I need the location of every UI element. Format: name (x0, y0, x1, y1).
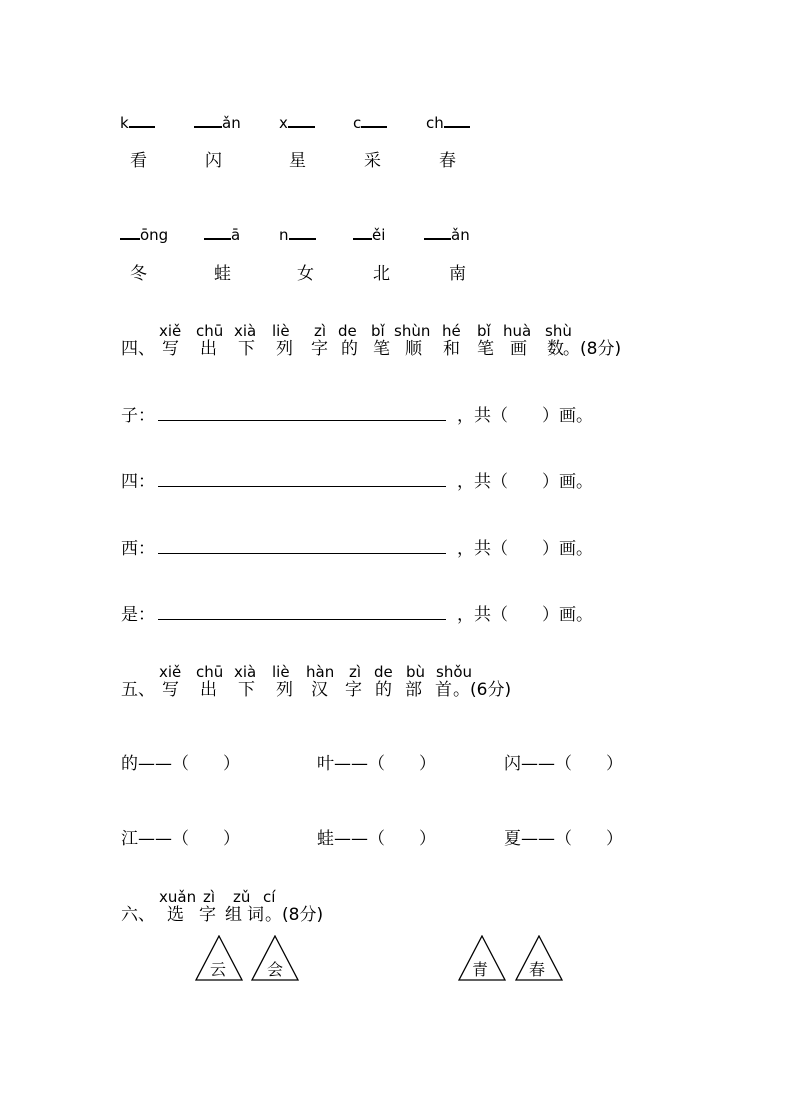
triangle-char-box (251, 935, 299, 981)
hanzi-char: 星 (289, 151, 306, 171)
title-char: 字 (345, 680, 362, 700)
title-char: 数 (547, 339, 564, 359)
hanzi-char: 看 (130, 151, 147, 171)
stroke-count-prompt: ，共（ ）画。 (457, 539, 593, 559)
title-char: 列 (276, 339, 293, 359)
stroke-count-prompt: ，共（ ）画。 (457, 472, 593, 492)
stroke-count-prompt: ，共（ ）画。 (457, 406, 593, 426)
answer-line[interactable] (158, 553, 446, 554)
pinyin-initial: n (279, 226, 289, 244)
pinyin-syllable: zǔ (233, 888, 251, 906)
section-number: 六、 (121, 905, 155, 925)
item-label: 西： (121, 539, 155, 559)
section-number: 五、 (121, 680, 155, 700)
answer-blank[interactable] (120, 224, 140, 240)
pinyin-initial: k (120, 114, 129, 132)
pinyin-item (120, 224, 168, 244)
section-4-heading (121, 322, 641, 366)
title-char: 写 (162, 339, 179, 359)
triangle-char: 青 (472, 960, 489, 979)
pinyin-syllable: xiě (159, 322, 182, 340)
pinyin-syllable: bù (406, 663, 426, 681)
title-char: 首 (435, 680, 452, 700)
hanzi-char: 冬 (130, 264, 147, 284)
pinyin-syllable: zì (314, 322, 327, 340)
pinyin-item (120, 112, 155, 132)
pinyin-syllable: zì (349, 663, 362, 681)
triangle-char: 云 (210, 960, 227, 979)
pinyin-final: ǎn (222, 114, 241, 132)
title-char: 笔 (373, 339, 390, 359)
score-note: 。(8分) (563, 339, 622, 359)
radical-item: 叶——（ ） (317, 754, 436, 774)
title-char: 写 (162, 680, 179, 700)
pinyin-item (353, 112, 387, 132)
pinyin-final: ōng (140, 226, 169, 244)
hanzi-char: 闪 (205, 151, 222, 171)
pinyin-item (424, 224, 470, 244)
title-char: 词 (247, 905, 264, 925)
triangle-char-box (195, 935, 243, 981)
pinyin-syllable: xià (234, 663, 257, 681)
radical-item: 的——（ ） (121, 754, 240, 774)
answer-blank[interactable] (129, 112, 155, 128)
title-char: 列 (276, 680, 293, 700)
answer-blank[interactable] (289, 224, 316, 240)
pinyin-syllable: de (374, 663, 393, 681)
title-char: 和 (443, 339, 460, 359)
section-5-heading (121, 663, 561, 707)
hanzi-char: 北 (373, 264, 390, 284)
pinyin-initial: x (279, 114, 288, 132)
pinyin-syllable: liè (272, 322, 290, 340)
section-number: 四、 (121, 339, 155, 359)
answer-blank[interactable] (194, 112, 222, 128)
pinyin-syllable: huà (503, 322, 532, 340)
triangle-char-box (515, 935, 563, 981)
answer-blank[interactable] (288, 112, 315, 128)
pinyin-item (353, 224, 385, 244)
pinyin-final: ā (231, 226, 241, 244)
item-label: 是： (121, 605, 155, 625)
pinyin-syllable: shùn (394, 322, 431, 340)
title-char: 下 (238, 339, 255, 359)
score-note: 。(6分) (453, 680, 512, 700)
pinyin-syllable: chū (196, 663, 224, 681)
triangle-char: 会 (267, 960, 284, 979)
pinyin-syllable: hàn (306, 663, 335, 681)
title-char: 画 (510, 339, 527, 359)
item-label: 子： (121, 406, 155, 426)
pinyin-final: ǎn (451, 226, 470, 244)
pinyin-item (204, 224, 240, 244)
pinyin-syllable: shǒu (436, 663, 473, 681)
radical-item: 夏——（ ） (504, 829, 623, 849)
pinyin-syllable: zì (203, 888, 216, 906)
stroke-count-prompt: ，共（ ）画。 (457, 605, 593, 625)
hanzi-char: 采 (364, 151, 381, 171)
title-char: 组 (225, 905, 242, 925)
pinyin-final: ěi (372, 226, 386, 244)
item-label: 四： (121, 472, 155, 492)
hanzi-char: 蛙 (214, 264, 231, 284)
title-char: 汉 (311, 680, 328, 700)
pinyin-syllable: hé (442, 322, 461, 340)
answer-blank[interactable] (353, 224, 372, 240)
pinyin-initial: c (353, 114, 362, 132)
answer-blank[interactable] (424, 224, 451, 240)
title-char: 出 (200, 339, 217, 359)
section-6-heading (121, 888, 381, 932)
radical-item: 蛙——（ ） (317, 829, 436, 849)
pinyin-syllable: xiě (159, 663, 182, 681)
pinyin-syllable: cí (263, 888, 276, 906)
answer-line[interactable] (158, 420, 446, 421)
title-char: 顺 (405, 339, 422, 359)
triangle-char-box (458, 935, 506, 981)
hanzi-char: 女 (297, 264, 314, 284)
pinyin-syllable: chū (196, 322, 224, 340)
pinyin-item (279, 224, 316, 244)
hanzi-char: 春 (439, 151, 456, 171)
pinyin-syllable: bǐ (371, 322, 385, 340)
pinyin-syllable: liè (272, 663, 290, 681)
radical-item: 江——（ ） (121, 829, 240, 849)
pinyin-syllable: xuǎn (159, 888, 197, 906)
score-note: 。(8分) (265, 905, 324, 925)
pinyin-item (426, 112, 470, 132)
title-char: 的 (341, 339, 358, 359)
pinyin-syllable: de (338, 322, 357, 340)
answer-line[interactable] (158, 486, 446, 487)
answer-blank[interactable] (444, 112, 470, 128)
answer-line[interactable] (158, 619, 446, 620)
pinyin-syllable: xià (234, 322, 257, 340)
answer-blank[interactable] (204, 224, 231, 240)
title-char: 出 (200, 680, 217, 700)
radical-item: 闪——（ ） (504, 754, 623, 774)
pinyin-item (194, 112, 241, 132)
title-char: 字 (311, 339, 328, 359)
answer-blank[interactable] (361, 112, 387, 128)
title-char: 部 (405, 680, 422, 700)
pinyin-syllable: bǐ (477, 322, 491, 340)
hanzi-char: 南 (449, 264, 466, 284)
title-char: 下 (238, 680, 255, 700)
triangle-char: 春 (529, 960, 546, 979)
title-char: 笔 (477, 339, 494, 359)
pinyin-item (279, 112, 315, 132)
title-char: 字 (199, 905, 216, 925)
pinyin-syllable: shù (545, 322, 572, 340)
pinyin-initial: ch (426, 114, 444, 132)
title-char: 的 (375, 680, 392, 700)
title-char: 选 (167, 905, 184, 925)
